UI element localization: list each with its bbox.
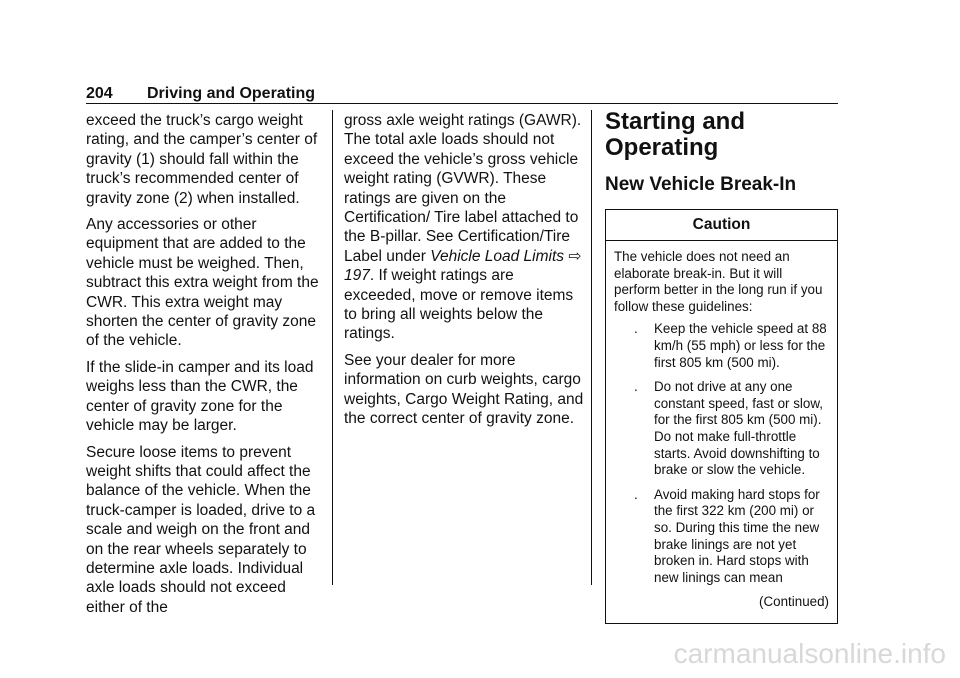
- list-item: [614, 321, 829, 371]
- watermark: carmanualsonline.info: [673, 638, 946, 669]
- section-title: Driving and Operating: [147, 85, 316, 102]
- paragraph-text: gross axle weight ratings (GAWR). The total axle loads should not exceed the vehicle’s gross vehicle weight rating (GVWR). These ratings are given on the Certification/ Tire label attached to the B-pillar. See Certification/Tire Label under: [344, 112, 582, 265]
- column-3: [605, 109, 839, 624]
- paragraph: exceed the truck’s cargo weight rating, and the camper’s center of gravity (1) should fall within the truck’s recommended center of gravity zone (2) when installed.: [86, 112, 318, 207]
- caution-body: [606, 241, 837, 623]
- bullet-mark: .: [634, 486, 638, 502]
- vehicle-load-limits-link[interactable]: Vehicle Load Limits: [430, 247, 565, 265]
- paragraph: See your dealer for more information on curb weights, cargo weights, Cargo Weight Rating, and the correct center of gravity zone.: [344, 351, 584, 428]
- caution-heading: Caution: [606, 210, 837, 241]
- caution-box: [605, 209, 838, 624]
- header-rule: [86, 103, 838, 104]
- page-ref-link[interactable]: 197: [344, 267, 370, 285]
- list-item-text: Do not drive at any one constant speed, fast or slow, for the first 805 km (500 mi). Do not make full-throttle starts. Avoid downshifting to brake or slow the vehicle.: [654, 379, 823, 478]
- paragraph: If the slide-in camper and its load weighs less than the CWR, the center of gravity zone for the vehicle may be larger.: [86, 358, 314, 435]
- page-number: 204: [86, 85, 113, 102]
- list-item-text: Keep the vehicle speed at 88 km/h (55 mph) or less for the first 805 km (500 mi).: [654, 321, 827, 370]
- column-2: [344, 111, 586, 436]
- page-header: [86, 84, 838, 104]
- column-divider: [332, 110, 333, 585]
- column-divider: [591, 110, 592, 585]
- paragraph: Any accessories or other equipment that are added to the vehicle must be weighed. Then, subtract this extra weight from the CWR. This extra weight may shorten the center of gravity zone of the vehicle.: [86, 216, 319, 350]
- caution-intro: The vehicle does not need an elaborate break-in. But it will perform better in the long run if you follow these guidelines:: [614, 249, 823, 314]
- paragraph: Secure loose items to prevent weight shifts that could affect the balance of the vehicle. When the truck-camper is loaded, drive to a scale and weigh on the front and on the rear wheels separately to determine axle loads. Individual axle loads should not exceed either of the: [86, 443, 316, 616]
- continued-note: (Continued): [759, 594, 829, 610]
- bullet-mark: .: [634, 321, 638, 337]
- column-1: [86, 111, 324, 624]
- page-ref-arrow-icon: ⇨: [568, 247, 582, 265]
- section-heading: Starting and Operating: [605, 108, 746, 161]
- paragraph: [344, 111, 586, 344]
- list-item: [614, 487, 829, 587]
- list-item: [614, 379, 829, 479]
- list-item-text: Avoid making hard stops for the first 322 km (200 mi) or so. During this time the new brake linings are not yet broken in. Hard stops with new linings can mean: [654, 486, 820, 585]
- bullet-mark: .: [634, 379, 638, 395]
- paragraph-text: . If weight ratings are exceeded, move or remove items to bring all weights below the ratings.: [344, 267, 574, 343]
- subsection-heading: New Vehicle Break-In: [605, 174, 797, 195]
